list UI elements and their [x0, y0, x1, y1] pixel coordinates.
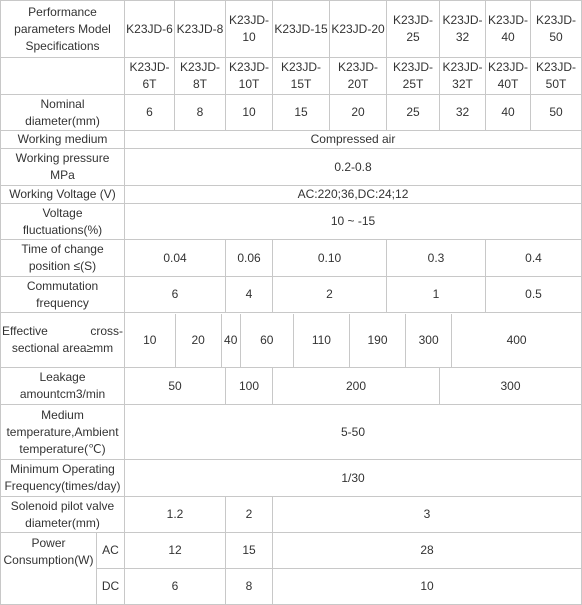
value-cell: 40 [221, 314, 240, 367]
model-t-cell: K23JD-10T [226, 58, 273, 95]
model-header-row [1, 1, 582, 58]
value-cell: 6 [125, 277, 226, 313]
model-cell: K23JD-20 [330, 1, 387, 58]
value-cell: AC:220;36,DC:24;12 [125, 186, 582, 204]
value-cell: 4 [226, 277, 273, 313]
value-cell: 0.2-0.8 [125, 149, 582, 186]
value-cell: 1/30 [125, 460, 582, 497]
value-cell: 50 [125, 368, 226, 405]
power-dc-label: DC [97, 569, 125, 605]
nominal-diameter-row [1, 95, 582, 131]
voltage-fluctuations-row [1, 204, 582, 240]
value-cell: 0.5 [486, 277, 582, 313]
row-label: Solenoid pilot valve diameter(mm) [1, 497, 125, 533]
value-cell: 25 [387, 95, 440, 131]
model-t-cell: K23JD-32T [440, 58, 486, 95]
model-cell: K23JD-10 [226, 1, 273, 58]
value-cell: 100 [226, 368, 273, 405]
model-t-cell: K23JD-40T [486, 58, 531, 95]
row-label: Medium temperature,Ambient temperature(℃) [1, 405, 125, 460]
cross-section-subtable [125, 314, 581, 367]
model-cell: K23JD-25 [387, 1, 440, 58]
value-cell: 2 [273, 277, 387, 313]
value-cell: Compressed air [125, 131, 582, 149]
commutation-row [1, 277, 582, 313]
value-cell: 110 [293, 314, 349, 367]
value-cell: 400 [506, 332, 527, 347]
value-cell: 300 [406, 314, 452, 367]
row-label: Power Consumption(W) [1, 533, 97, 605]
row-label: Voltage fluctuations(%) [1, 204, 125, 240]
value-cell: 1.2 [125, 497, 226, 533]
value-cell: 2 [226, 497, 273, 533]
value-cell: 8 [175, 95, 226, 131]
row-label: Minimum Operating Frequency(times/day) [1, 460, 125, 497]
value-cell: 15 [226, 533, 273, 569]
row-label-line: sectional area≥mm [11, 341, 114, 355]
value-cell: 10 [226, 95, 273, 131]
cross-section-values [125, 313, 582, 368]
value-cell: 0.3 [387, 240, 486, 277]
model-t-cell: K23JD-6T [125, 58, 175, 95]
power-ac-row [1, 533, 582, 569]
row-label: Time of change position ≤(S) [1, 240, 125, 277]
value-cell: 8 [226, 569, 273, 605]
value-cell: 190 [349, 314, 405, 367]
model-cell: K23JD-6 [125, 1, 175, 58]
row-label: Commutation frequency [1, 277, 125, 313]
leakage-row [1, 368, 582, 405]
value-cell: 10 [125, 314, 175, 367]
cross-section-row [1, 313, 582, 368]
row-label: Working medium [1, 131, 125, 149]
value-cell: 0.06 [226, 240, 273, 277]
row-label: Nominal diameter(mm) [1, 95, 125, 131]
model-cell: K23JD-8 [175, 1, 226, 58]
model-t-cell: K23JD-20T [330, 58, 387, 95]
value-cell: 6 [125, 95, 175, 131]
working-medium-row [1, 131, 582, 149]
row-label [1, 313, 125, 368]
row-label: Working pressure MPa [1, 149, 125, 186]
pilot-valve-row [1, 497, 582, 533]
empty-cell [1, 58, 125, 95]
value-cell: 0.4 [486, 240, 582, 277]
min-frequency-row [1, 460, 582, 497]
power-ac-label: AC [97, 533, 125, 569]
model-t-cell: K23JD-50T [531, 58, 582, 95]
working-pressure-row [1, 149, 582, 186]
value-cell: 20 [175, 314, 221, 367]
value-cell: 32 [440, 95, 486, 131]
value-cell: 40 [486, 95, 531, 131]
value-cell: 10 ~ -15 [125, 204, 582, 240]
value-cell: 12 [125, 533, 226, 569]
model-cell: K23JD-50 [531, 1, 582, 58]
time-of-change-row [1, 240, 582, 277]
row-label-line: Effective cross- [2, 324, 123, 338]
value-cell: 0.04 [125, 240, 226, 277]
value-cell: 5-50 [125, 405, 582, 460]
header-label-cell: Performance parameters Model Specifications [1, 1, 125, 58]
model-t-cell: K23JD-15T [273, 58, 330, 95]
value-cell: 15 [273, 95, 330, 131]
value-cell: 50 [531, 95, 582, 131]
model-cell: K23JD-15 [273, 1, 330, 58]
row-label: Working Voltage (V) [1, 186, 125, 204]
value-cell: 10 [273, 569, 582, 605]
value-cell: 300 [440, 368, 582, 405]
medium-temperature-row [1, 405, 582, 460]
row-label: Leakage amountcm3/min [1, 368, 125, 405]
model-cell: K23JD-40 [486, 1, 531, 58]
value-cell: 28 [273, 533, 582, 569]
value-cell: 20 [330, 95, 387, 131]
model-t-row [1, 58, 582, 95]
model-t-cell: K23JD-25T [387, 58, 440, 95]
value-cell: 6 [125, 569, 226, 605]
value-cell: 0.10 [273, 240, 387, 277]
value-cell: 3 [273, 497, 582, 533]
value-cell: 200 [273, 368, 440, 405]
model-cell: K23JD-32 [440, 1, 486, 58]
value-cell: 1 [387, 277, 486, 313]
value-cell: 60 [240, 314, 293, 367]
model-t-cell: K23JD-8T [175, 58, 226, 95]
working-voltage-row [1, 186, 582, 204]
